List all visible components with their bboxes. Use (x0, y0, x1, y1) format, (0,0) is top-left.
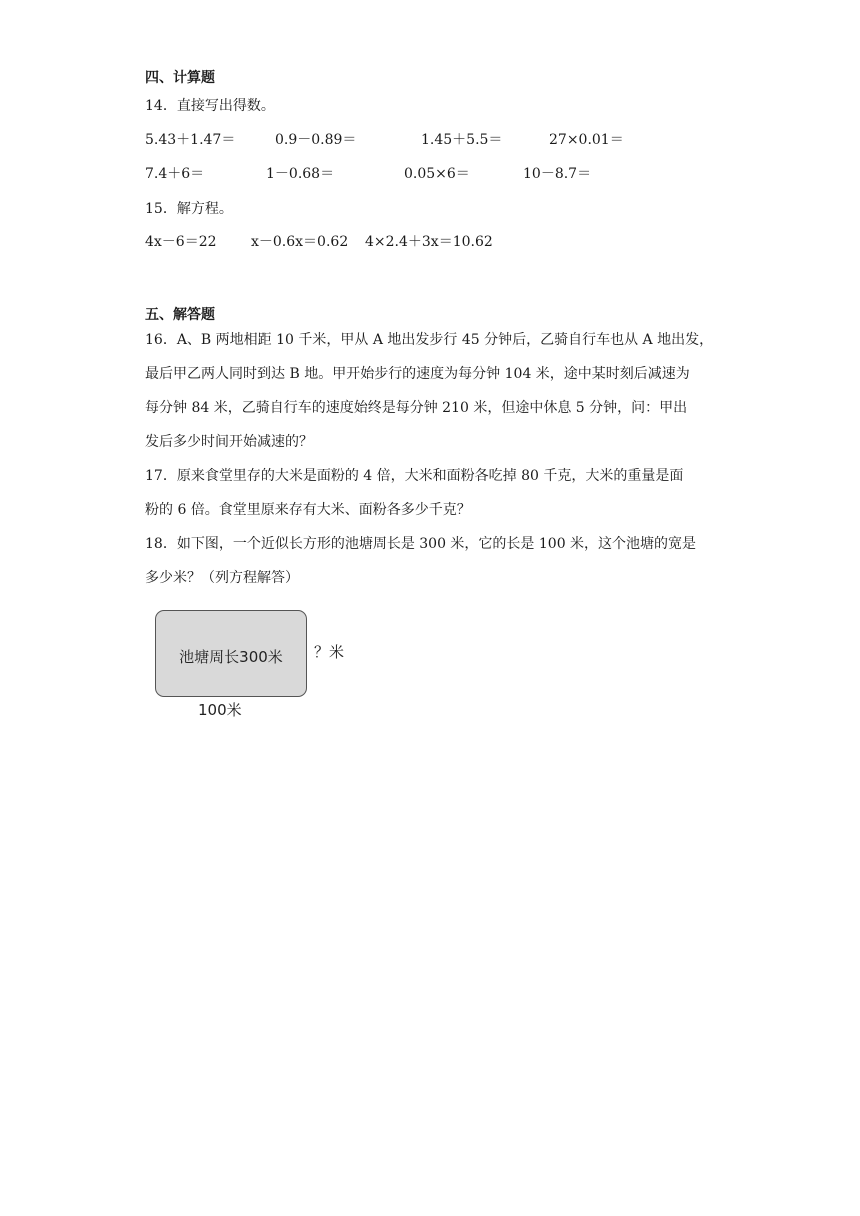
section-five-title: 五、解答题 (145, 307, 215, 323)
q14-prompt: 14．直接写出得数。 (145, 98, 275, 114)
pond-rectangle (155, 610, 307, 697)
q16-line-4: 发后多少时间开始减速的？ (145, 434, 313, 450)
q18-text (145, 527, 717, 595)
pond-length-label: 100米 (198, 701, 242, 719)
q16-line-3: 每分钟 84 米，乙骑自行车的速度始终是每分钟 210 米，但途中休息 5 分钟，问：甲出 (145, 400, 688, 416)
q18-line-1: 18．如下图，一个近似长方形的池塘周长是 300 米，它的长是 100 米，这个池塘的宽是 (145, 536, 697, 552)
q15-prompt: 15．解方程。 (145, 201, 233, 217)
q16-line-2: 最后甲乙两人同时到达 B 地。甲开始步行的速度为每分钟 104 米，途中某时刻后减速为 (145, 366, 690, 382)
q14-expr-3: 1.45＋5.5＝ (421, 132, 503, 148)
q14-expr-7: 0.05×6＝ (404, 166, 470, 182)
q15-equation-1: 4x－6＝22 (145, 234, 217, 250)
q16-line-1: 16．A、B 两地相距 10 千米，甲从 A 地出发步行 45 分钟后，乙骑自行车也从 A 地出发， (145, 332, 714, 348)
q14-expr-4: 27×0.01＝ (549, 132, 624, 148)
pond-width-label: ？米 (314, 643, 345, 661)
q18-line-2: 多少米？（列方程解答） (145, 570, 299, 586)
q17-line-2: 粉的 6 倍。食堂里原来存有大米、面粉各多少千克？ (145, 502, 471, 518)
q17-line-1: 17．原来食堂里存的大米是面粉的 4 倍，大米和面粉各吃掉 80 千克，大米的重量是面 (145, 468, 684, 484)
q14-expr-8: 10－8.7＝ (523, 166, 592, 182)
q14-expr-5: 7.4＋6＝ (145, 166, 205, 182)
q16-text (145, 323, 717, 459)
q14-expr-1: 5.43＋1.47＝ (145, 132, 236, 148)
q15-equation-3: 4×2.4＋3x＝10.62 (365, 234, 493, 250)
pond-perimeter-label: 池塘周长300米 (179, 648, 283, 666)
section-four-title: 四、计算题 (145, 70, 215, 86)
q14-expr-2: 0.9－0.89＝ (275, 132, 357, 148)
q14-expr-6: 1－0.68＝ (266, 166, 335, 182)
q15-equation-2: x－0.6x＝0.62 (251, 234, 349, 250)
q17-text (145, 459, 717, 527)
